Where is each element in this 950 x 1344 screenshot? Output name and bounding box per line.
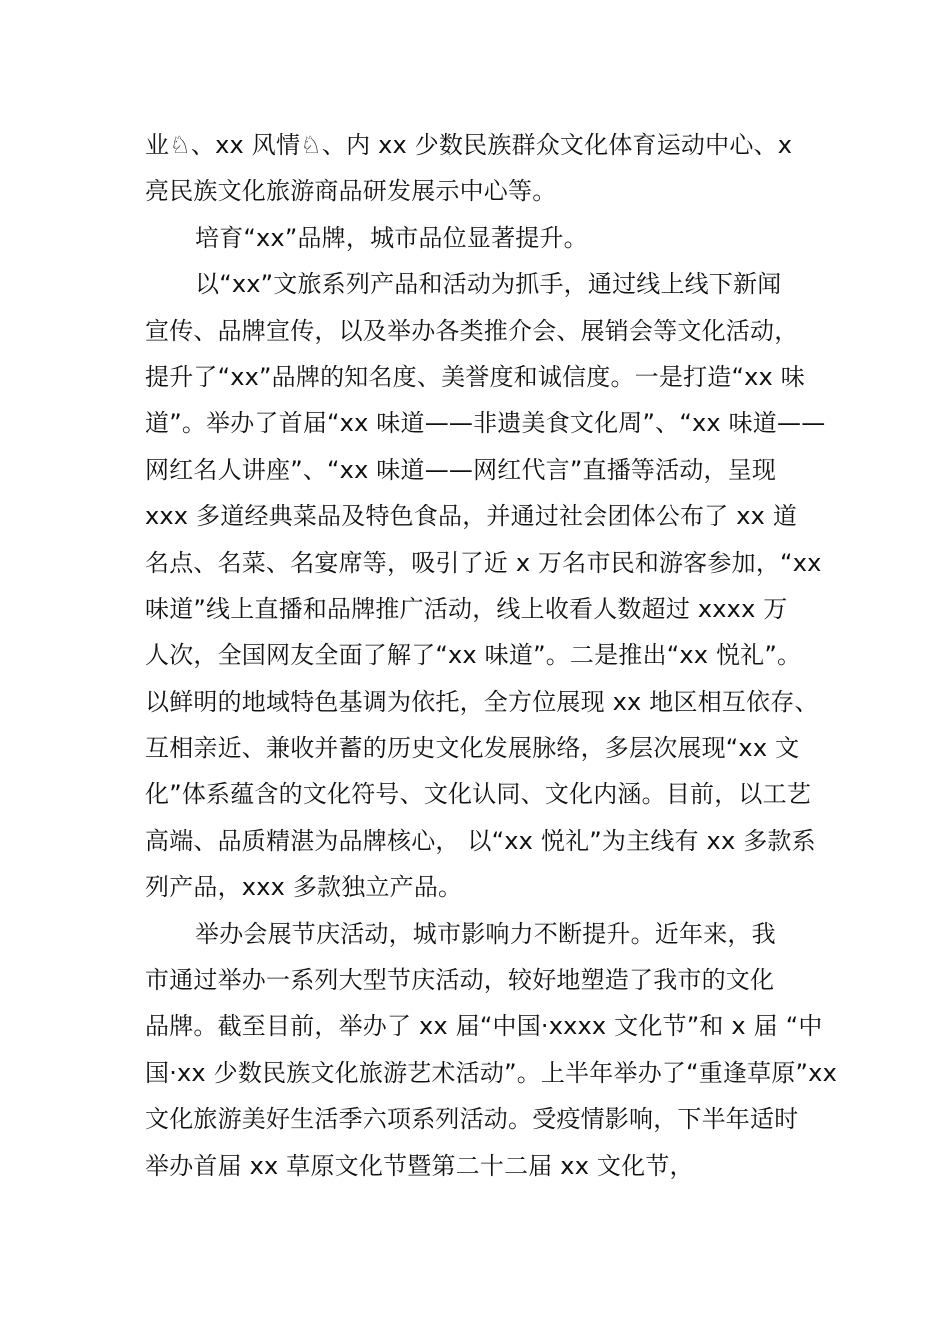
text-line: 高端、品质精湛为品牌核心， 以“xx 悦礼”为主线有 xx 多款系 xyxy=(145,826,816,855)
text-line: 以“xx”文旅系列产品和活动为抓手，通过线上线下新闻 xyxy=(195,270,782,299)
text-line: 网红名人讲座”、“xx 味道——网红代言”直播等活动，呈现 xyxy=(145,455,777,484)
text-line: 市通过举办一系列大型节庆活动，较好地塑造了我市的文化 xyxy=(145,966,775,995)
text-line: 味道”线上直播和品牌推广活动，线上收看人数超过 xxxx 万 xyxy=(145,594,788,623)
text-line: 亮民族文化旅游商品研发展示中心等。 xyxy=(145,177,557,206)
text-line: 文化旅游美好生活季六项系列活动。受疫情影响，下半年适时 xyxy=(145,1105,799,1134)
text-line: 举办首届 xx 草原文化节暨第二十二届 xx 文化节， xyxy=(145,1151,694,1180)
text-line: 互相亲近、兼收并蓄的历史文化发展脉络，多层次展现“xx 文 xyxy=(145,734,800,763)
text-line: 以鲜明的地域特色基调为依托，全方位展现 xx 地区相互依存、 xyxy=(145,687,819,716)
text-line: 道”。举办了首届“xx 味道——非遗美食文化周”、“xx 味道—— xyxy=(145,409,826,438)
body-text xyxy=(145,122,837,1189)
text-line: 列产品，xxx 多款独立产品。 xyxy=(145,873,463,902)
text-line: 名点、名菜、名宴席等，吸引了近 x 万名市民和游客参加，“xx xyxy=(145,548,822,577)
text-line: 人次，全国网友全面了解了“xx 味道”。二是推出“xx 悦礼”。 xyxy=(145,641,802,670)
paragraph-heading: 培育“xx”品牌，城市品位显著提升。 xyxy=(195,223,588,252)
text-line: 化”体系蕴含的文化符号、文化认同、文化内涵。目前，以工艺 xyxy=(145,780,812,809)
text-line: 提升了“xx”品牌的知名度、美誉度和诚信度。一是打造“xx 味 xyxy=(145,362,805,391)
text-line: 国·xx 少数民族文化旅游艺术活动”。上半年举办了“重逢草原”xx xyxy=(145,1058,837,1087)
text-line: xxx 多道经典菜品及特色食品，并通过社会团体公布了 xx 道 xyxy=(145,502,798,531)
text-line: 业♘、xx 风情♘、内 xx 少数民族群众文化体育运动中心、x xyxy=(145,131,793,159)
text-line: 宣传、品牌宣传，以及举办各类推介会、展销会等文化活动， xyxy=(145,316,799,345)
text-line: 品牌。截至目前，举办了 xx 届“中国·xxxx 文化节”和 x 届 “中 xyxy=(145,1012,823,1041)
paragraph-heading: 举办会展节庆活动，城市影响力不断提升。近年来，我 xyxy=(195,919,776,948)
